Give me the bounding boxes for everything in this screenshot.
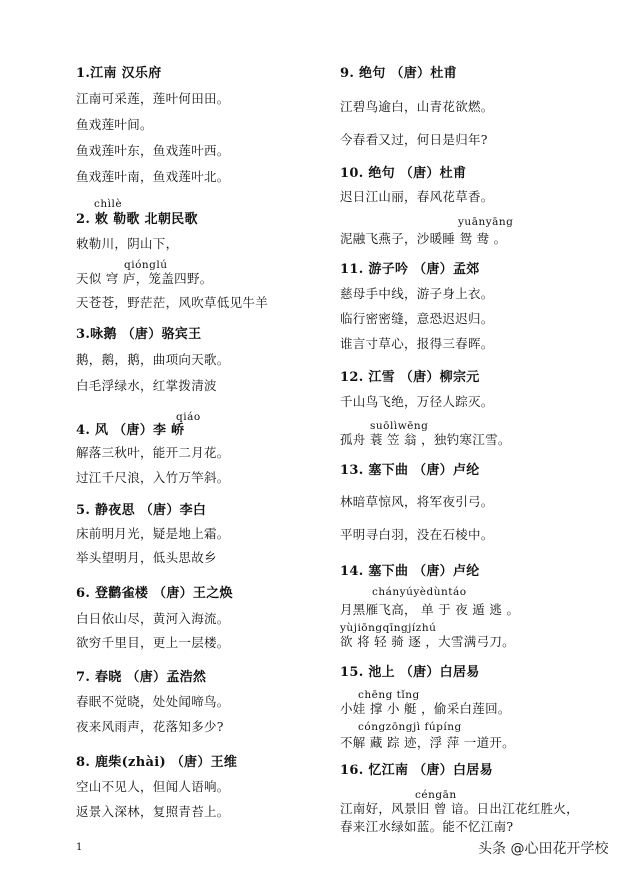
poem-line: 千山鸟飞绝，万径人踪灭。 [340,394,494,409]
poem-line: 鱼戏莲叶南，鱼戏莲叶北。 [76,169,230,184]
poem-line: 解落三秋叶，能开二月花。 [76,445,230,460]
poem-line: 泥融飞燕子，沙暖睡 鸳 鸯 。 [340,231,507,246]
poem-line: 欲 将 轻 骑 逐 ，大雪满弓刀。 [340,634,515,649]
poem-line: 夜来风雨声，花落知多少? [76,719,224,734]
poem-title: 9. 绝句 （唐）杜甫 [340,66,457,81]
poem-title: 10. 绝句 （唐）杜甫 [340,166,467,181]
poem-line: 不解 藏 踪 迹，浮 萍 一道开。 [340,735,515,750]
poem-title: 3.咏鹅 （唐）骆宾王 [76,327,202,342]
poem-line: 林暗草惊风，将军夜引弓。 [340,494,494,509]
poem-line: 慈母手中线，游子身上衣。 [340,286,494,301]
poem-title: 12. 江雪 （唐）柳宗元 [340,370,480,385]
poem-line: 天似 穹 庐，笼盖四野。 [76,271,213,286]
poem-title: 14. 塞下曲 （唐）卢纶 [340,564,480,579]
pinyin-line: suōlìwēng [370,420,429,432]
poem-line: 白日依山尽，黄河入海流。 [76,611,230,626]
poem-line: 空山不见人，但闻人语响。 [76,779,230,794]
poem-line: 鹅，鹅，鹅，曲项向天歌。 [76,352,230,367]
pinyin-line: chányúyèdùntáo [372,586,467,598]
poem-line: 鱼戏莲叶东，鱼戏莲叶西。 [76,143,230,158]
poem-line: 月黑雁飞高， 单 于 夜 遁 逃 。 [340,602,520,617]
poem-title: 8. 鹿柴(zhài) （唐）王维 [76,755,238,770]
pinyin-line: céngān [415,789,457,801]
poem-line: 谁言寸草心，报得三春晖。 [340,336,494,351]
poem-line: 敕勒川，阴山下， [76,236,179,251]
poem-line: 江南好，风景旧 曾 谙。日出江花红胜火， [340,801,579,816]
poem-line: 平明寻白羽，没在石棱中。 [340,527,494,542]
poem-line: 鱼戏莲叶间。 [76,117,153,132]
pinyin-line: qiáo [176,411,201,423]
poem-line: 今春看又过，何日是归年? [340,132,488,147]
poem-line: 春眠不觉晓，处处闻啼鸟。 [76,694,230,709]
poem-line: 返景入深林，复照青苔上。 [76,804,230,819]
poem-line: 春来江水绿如蓝。能不忆江南? [340,819,514,834]
watermark: 头条 @心田花开学校 [478,841,609,857]
pinyin-line: yùjiōngqīngjízhú [340,622,437,634]
pinyin-line: cóngzōngjì fúpíng [358,721,462,733]
poem-title: 16. 忆江南 （唐）白居易 [340,763,493,778]
pinyin-line: yuānyāng [458,216,514,228]
poem-line: 临行密密缝，意恐迟迟归。 [340,311,494,326]
poem-line: 迟日江山丽，春风花草香。 [340,189,494,204]
pinyin-line: chēng tǐng [358,689,420,701]
poem-title: 6. 登鹳雀楼 （唐）王之焕 [76,586,233,601]
poem-line: 举头望明月，低头思故乡 [76,550,217,565]
poem-line: 天苍苍，野茫茫，风吹草低见牛羊 [76,295,269,310]
page-number: 1 [76,842,83,853]
poem-title: 13. 塞下曲 （唐）卢纶 [340,463,480,478]
poem-title: 2. 敕 勒歌 北朝民歌 [76,212,198,227]
poem-title: 4. 风 （唐）李 峤 [76,423,185,438]
poem-title: 5. 静夜思 （唐）李白 [76,503,207,518]
poem-title: 15. 池上 （唐）白居易 [340,665,480,680]
pinyin-line: qiónglú [124,259,168,271]
poem-line: 白毛浮绿水，红掌拨清波 [76,378,217,393]
poem-line: 床前明月光，疑是地上霜。 [76,526,230,541]
poem-line: 江南可采莲，莲叶何田田。 [76,91,230,106]
poem-line: 欲穷千里目，更上一层楼。 [76,635,230,650]
poem-title: 7. 春晓 （唐）孟浩然 [76,670,207,685]
poem-line: 孤舟 蓑 笠 翁 ，独钓寒江雪。 [340,432,511,447]
poem-line: 江碧鸟逾白，山青花欲燃。 [340,99,494,114]
poem-line: 过江千尺浪，入竹万竿斜。 [76,470,230,485]
pinyin-line: chìlè [94,198,123,210]
poem-title: 11. 游子吟 （唐）孟郊 [340,262,480,277]
poem-line: 小娃 撑 小 艇 ，偷采白莲回。 [340,701,511,716]
poem-title: 1.江南 汉乐府 [76,66,162,81]
